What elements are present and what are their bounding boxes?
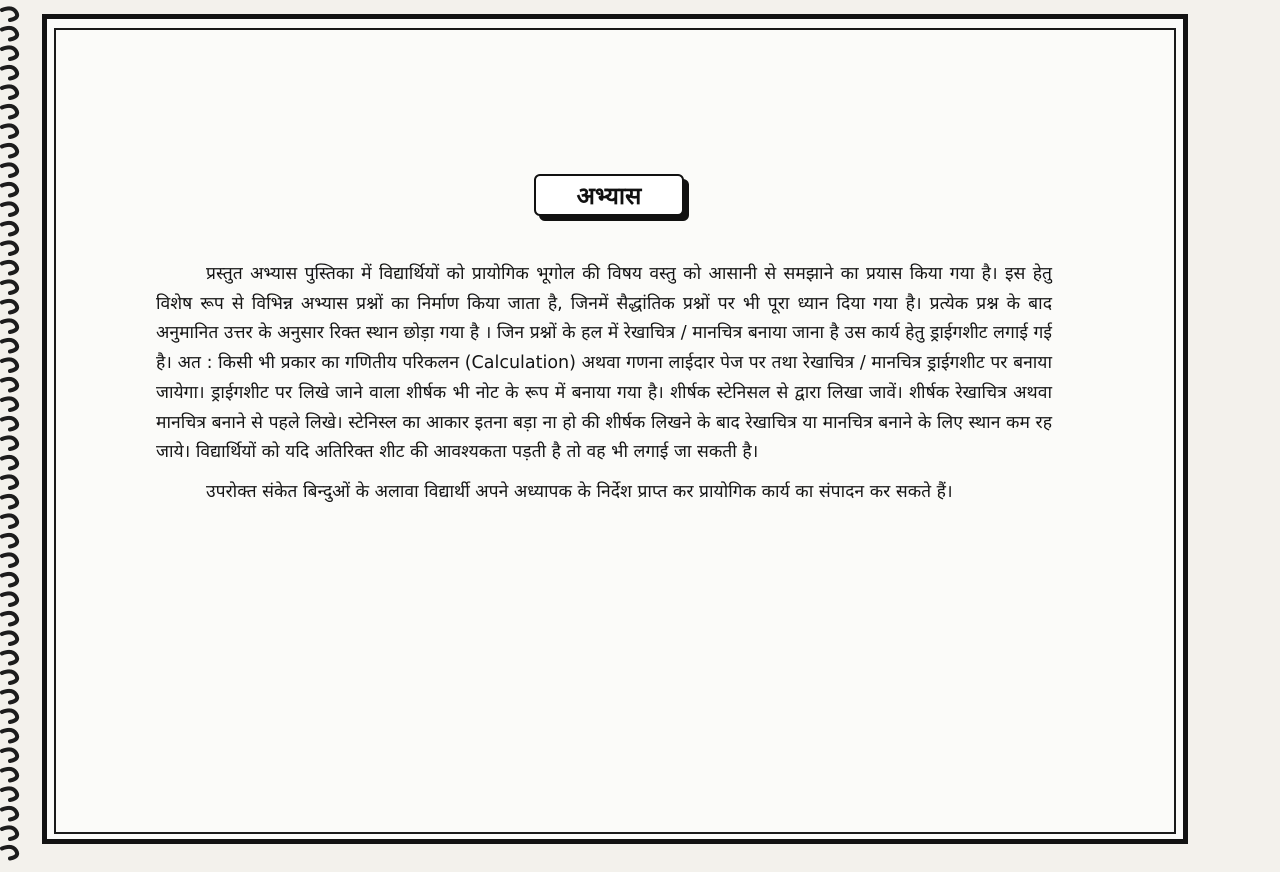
spiral-coil	[2, 320, 17, 332]
spiral-coil	[2, 554, 17, 566]
spiral-coil	[2, 262, 17, 274]
spiral-coil	[2, 476, 17, 488]
spiral-coil	[2, 184, 17, 196]
spiral-coil	[2, 574, 17, 586]
spiral-coil	[2, 418, 17, 430]
paragraph-instructions: प्रस्तुत अभ्यास पुस्तिका में विद्यार्थियों को प्रायोगिक भूगोल की विषय वस्तु को आसानी से समझाने का प्रयास किया गया है। इस हेतु विशेष रूप से विभिन्न अभ्यास प्रश्नों का निर्माण किया जाता है, जिनमें सैद्धांतिक प्रश्नों पर भी पूरा ध्यान दिया गया है। प्रत्येक प्रश्न के बाद अनुमानित उत्तर के अनुसार रिक्त स्थान छोड़ा गया है । जिन प्रश्नों के हल में रेखाचित्र / मानचित्र बनाया जाना है उस कार्य हेतु ड्राईगशीट लगाई गई है। अत : किसी भी प्रकार का गणितीय परिकलन (Calculation) अथवा गणना लाईदार पेज पर तथा रेखाचित्र / मानचित्र ड्राईगशीट पर बनाया जायेगा। ड्राईगशीट पर लिखे जाने वाला शीर्षक भी नोट के रूप में बनाया गया है। शीर्षक स्टेनिसल से द्वारा लिखा जावें। शीर्षक रेखाचित्र अथवा मानचित्र बनाने से पहले लिखे। स्टेनिस्ल का आकार इतना बड़ा ना हो की शीर्षक लिखने के बाद रेखाचित्र या मानचित्र बनाने के लिए स्थान कम रह जाये। विद्यार्थियों को यदि अतिरिक्त शीट की आवश्यकता पड़ती है तो वह भी लगाई जा सकती है।	[156, 264, 1052, 463]
spiral-coil	[2, 437, 17, 449]
spiral-coil	[2, 710, 17, 722]
spiral-coil	[2, 86, 17, 98]
spiral-coil	[2, 106, 17, 118]
spiral-coil	[2, 67, 17, 79]
spiral-coil	[2, 652, 17, 664]
spiral-coil	[2, 769, 17, 781]
spiral-coil	[2, 28, 17, 40]
spiral-coil	[2, 788, 17, 800]
spiral-coil	[2, 535, 17, 547]
spiral-coil	[2, 281, 17, 293]
body-text	[156, 260, 1052, 508]
spiral-coil	[2, 125, 17, 137]
spiral-coil	[2, 847, 17, 859]
spiral-coil	[2, 593, 17, 605]
spiral-coil	[2, 47, 17, 59]
spiral-coil	[2, 398, 17, 410]
spiral-coil	[2, 671, 17, 683]
spiral-coil	[2, 457, 17, 469]
paragraph-conclusion: उपरोक्त संकेत बिन्दुओं के अलावा विद्यार्थी अपने अध्यापक के निर्देश प्राप्त कर प्रायोगिक कार्य का संपादन कर सकते हैं।	[206, 481, 953, 502]
spiral-coil	[2, 223, 17, 235]
spiral-coil	[2, 691, 17, 703]
spiral-coil	[2, 301, 17, 313]
spiral-coil	[2, 203, 17, 215]
spiral-coil	[2, 632, 17, 644]
page-heading: अभ्यास	[576, 181, 642, 210]
spiral-coil	[2, 340, 17, 352]
spiral-coil	[2, 827, 17, 839]
spiral-coil	[2, 242, 17, 254]
spiral-coil	[2, 145, 17, 157]
spiral-coil	[2, 496, 17, 508]
spiral-coil	[2, 613, 17, 625]
spiral-coil	[2, 8, 17, 20]
spiral-binding	[0, 0, 26, 872]
spiral-coil	[2, 808, 17, 820]
spiral-coil	[2, 749, 17, 761]
spiral-coil	[2, 730, 17, 742]
spiral-coil	[2, 359, 17, 371]
spiral-coil	[2, 515, 17, 527]
spiral-coil	[2, 164, 17, 176]
heading-box	[534, 174, 684, 216]
spiral-coil	[2, 379, 17, 391]
